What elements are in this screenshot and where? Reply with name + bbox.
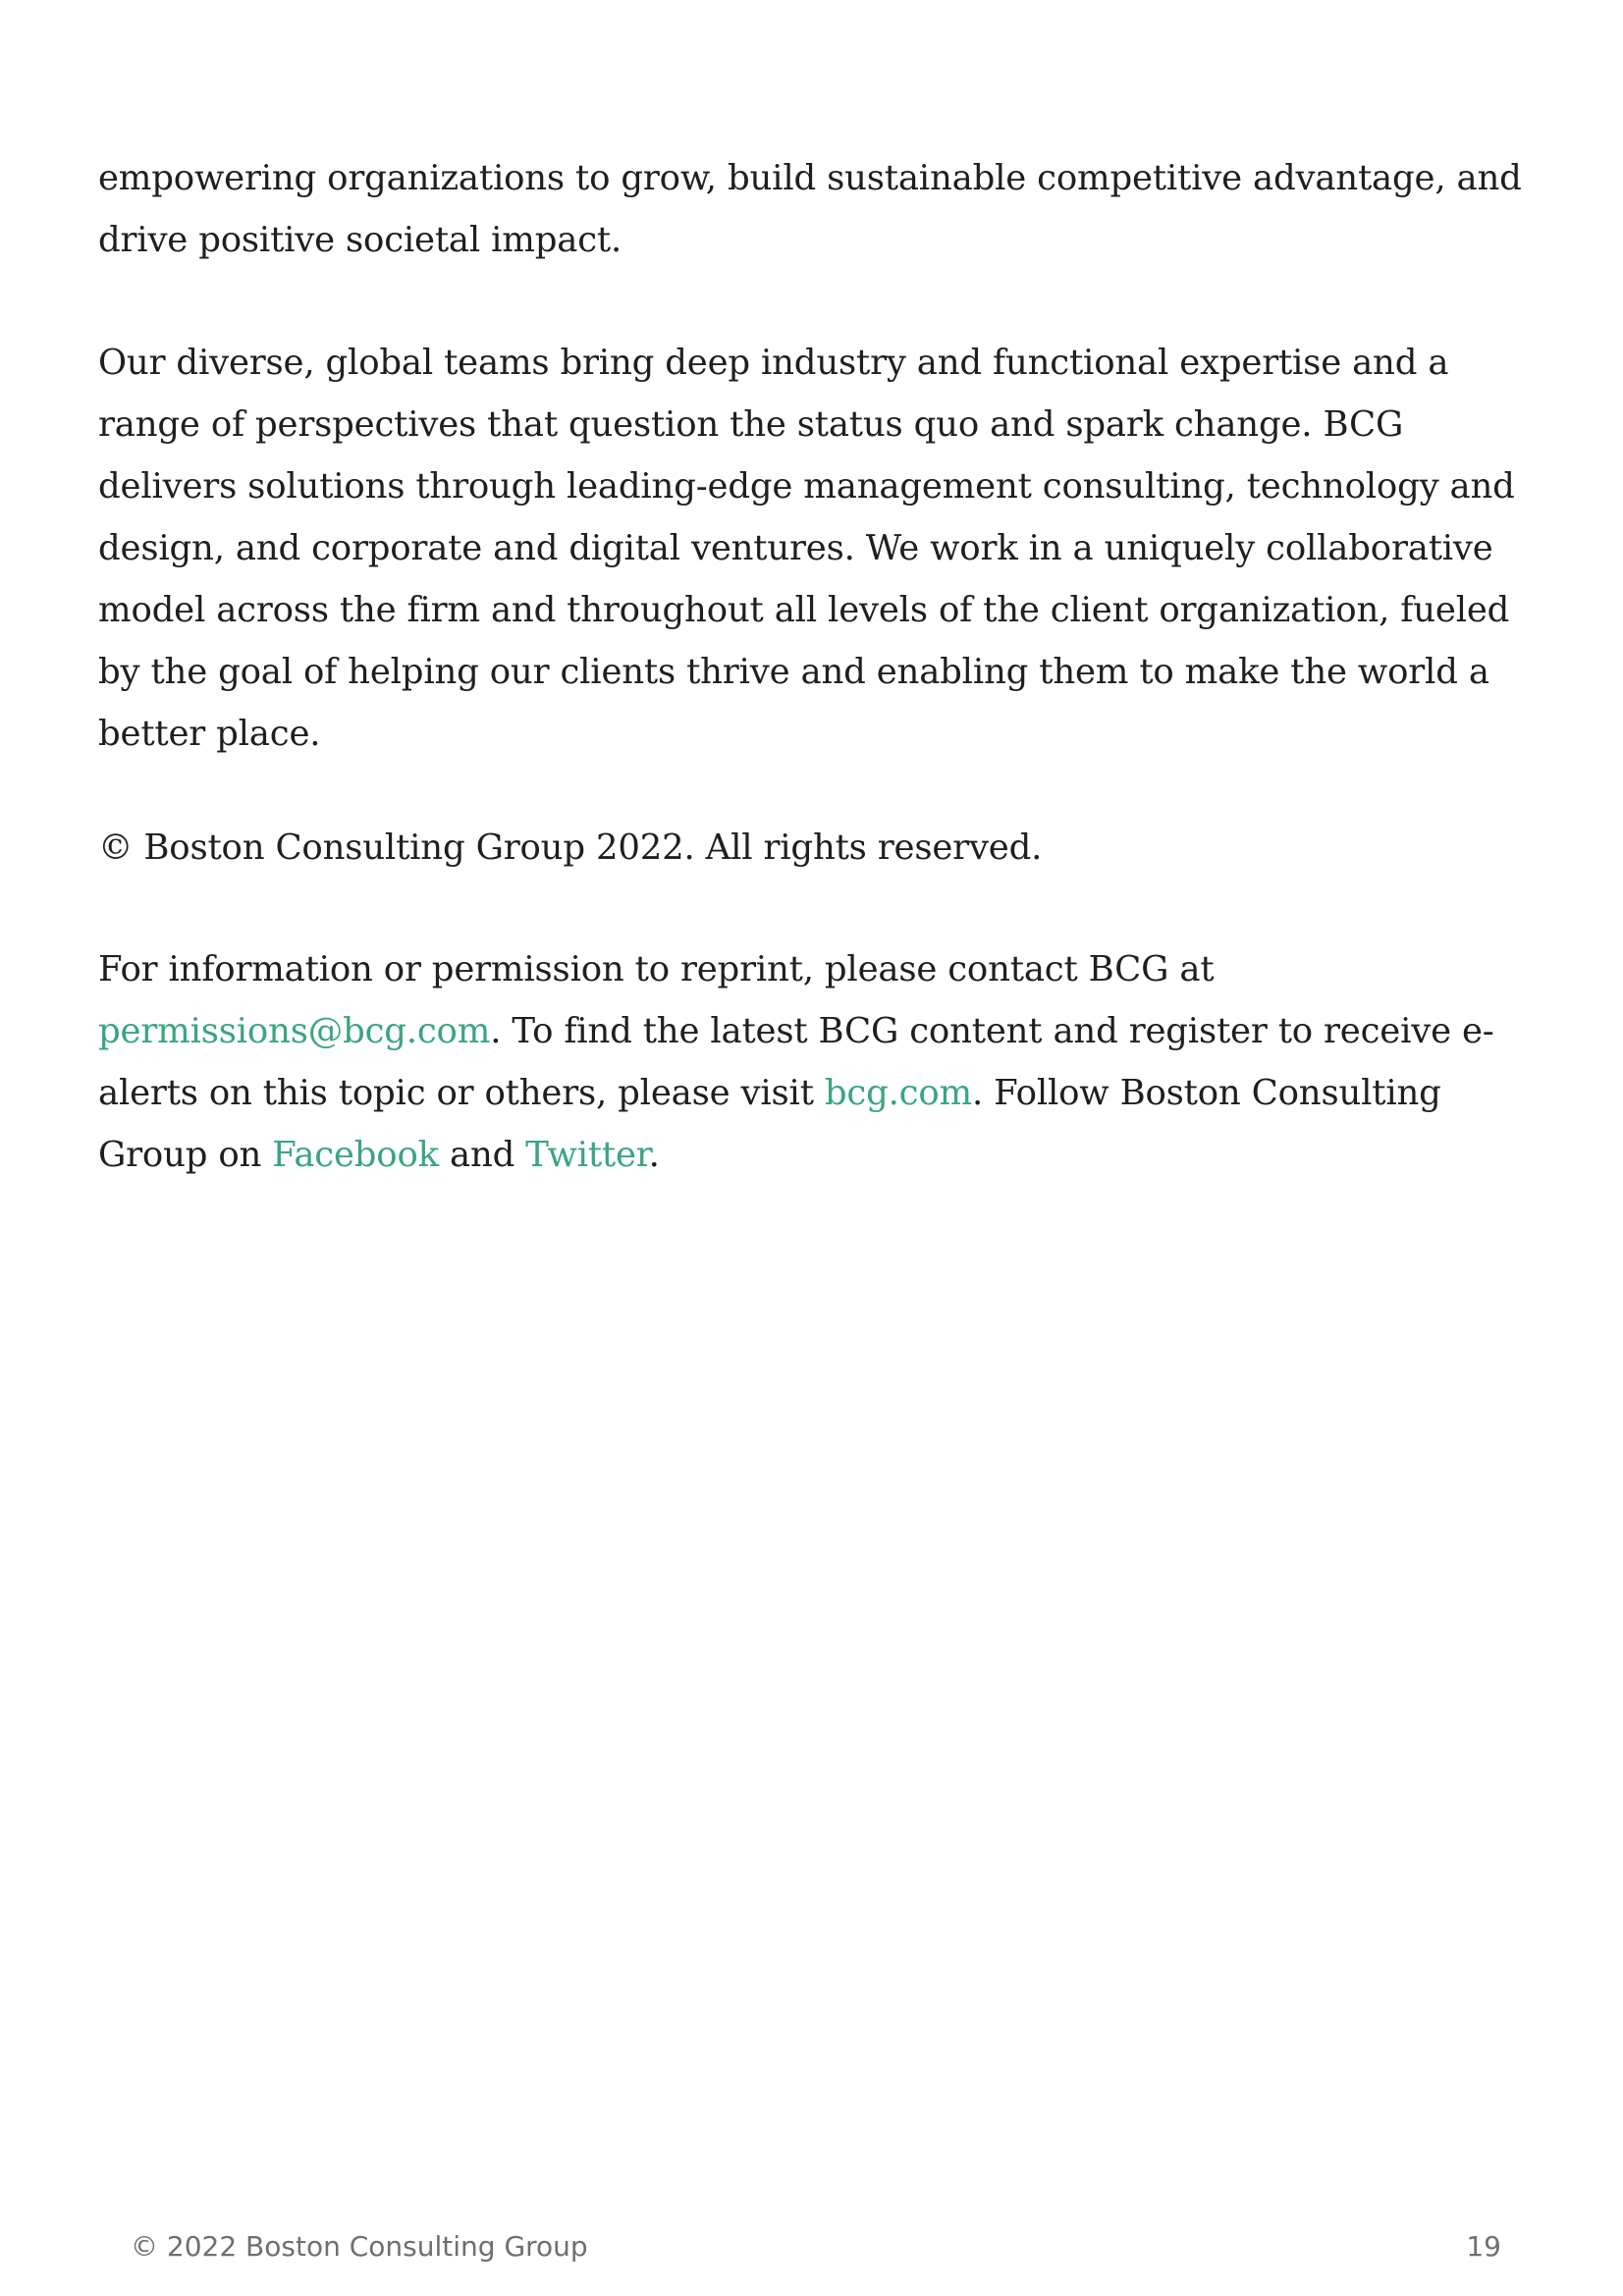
body-content xyxy=(98,147,1532,1186)
teams-paragraph: Our diverse, global teams bring deep industry and functional expertise and a range of perspectives that question the status quo and spark change. BCG delivers solutions through leading-edge management consulting, technology and design, and corporate and digital ventures. We work in a uniquely collaborative model across the firm and throughout all levels of the client organization, fueled by the goal of helping our clients thrive and enabling them to make the world a better place. xyxy=(98,343,1515,754)
bcg-site-link[interactable]: bcg.com xyxy=(824,1073,972,1113)
contact-text-3: . Follow Boston Consulting Group on xyxy=(98,1073,1441,1175)
contact-text-1: For information or permission to reprint, please contact BCG at xyxy=(98,949,1215,989)
permissions-email-link[interactable]: permissions@bcg.com xyxy=(98,1011,491,1051)
footer-copyright: © 2022 Boston Consulting Group xyxy=(131,2230,588,2263)
facebook-link[interactable]: Facebook xyxy=(272,1135,439,1175)
contact-paragraph xyxy=(98,938,1532,1186)
contact-text-4: and xyxy=(438,1135,526,1175)
contact-text-5: . xyxy=(648,1135,660,1175)
twitter-link[interactable]: Twitter xyxy=(525,1135,649,1175)
intro-paragraph: empowering organizations to grow, build sustainable competitive advantage, and drive positive societal impact. xyxy=(98,158,1522,260)
copyright-statement: © Boston Consulting Group 2022. All rights reserved. xyxy=(98,828,1043,868)
page-number: 19 xyxy=(1466,2230,1501,2263)
contact-text-2: . To find the latest BCG content and register to receive e-alerts on this topic or others, please visit xyxy=(98,1011,1494,1113)
